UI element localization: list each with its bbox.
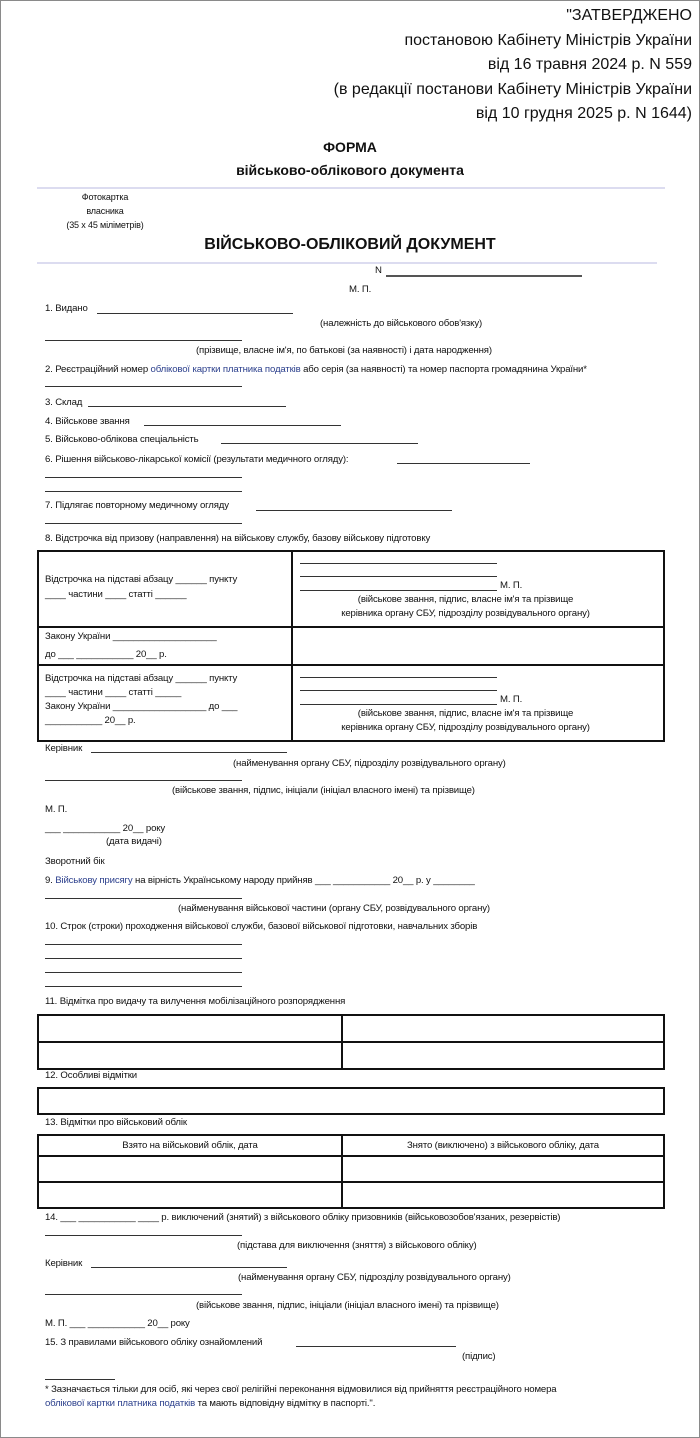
issue-date-hint: (дата видачі) (106, 836, 162, 847)
table-cell[interactable] (38, 1015, 342, 1042)
table-cell[interactable] (342, 1182, 664, 1208)
stamp-label: М. П. (500, 580, 523, 591)
head-field[interactable] (91, 1267, 287, 1268)
deferral-text: Закону України ____________________ (45, 631, 217, 642)
s9-hint: (найменування військової частини (органу СБУ, розвідувального органу) (178, 903, 490, 914)
column-header: Знято (виключено) з військового обліку, дата (342, 1135, 664, 1156)
s1-name-hint: (прізвище, власне ім'я, по батькові (за наявності) і дата народження) (196, 345, 492, 356)
s11-label: 11. Відмітка про видачу та вилучення мобілізаційного розпорядження (45, 996, 346, 1007)
s15-label: 15. З правилами військового обліку ознайомлений (45, 1337, 263, 1348)
s2-label (45, 364, 587, 376)
s10-label: 10. Строк (строки) проходження військової служби, базової військової підготовки, навчальних зборів (45, 921, 478, 932)
back-side-label: Зворотний бік (45, 856, 105, 867)
table-cell[interactable] (38, 1156, 342, 1182)
number-label: N (375, 265, 382, 276)
s3-label: 3. Склад (45, 397, 83, 408)
s2-field[interactable] (45, 386, 242, 387)
sign-hint: (військове звання, підпис, ініціали (ініціал власного імені) та прізвище) (172, 785, 475, 796)
signature-hint: (військове звання, підпис, власне ім'я та прізвище (357, 594, 574, 605)
form-title: ФОРМА (323, 139, 377, 155)
s6-field-line[interactable] (45, 491, 242, 492)
approval-line: від 10 грудня 2025 р. N 1644) (475, 105, 692, 122)
s5-label: 5. Військово-облікова спеціальність (45, 434, 199, 445)
s9-prefix: 9. (45, 875, 56, 886)
approval-block (334, 4, 692, 127)
s15-hint: (підпис) (462, 1351, 496, 1362)
signature-line (300, 690, 497, 691)
sign-field[interactable] (45, 1294, 242, 1295)
approval-line: (в редакції постанови Кабінету Міністрів України (333, 80, 692, 98)
s9-label (45, 875, 475, 887)
s12-label: 12. Особливі відмітки (45, 1070, 137, 1081)
s7-label: 7. Підлягає повторному медичному огляду (45, 500, 229, 511)
s6-field[interactable] (397, 463, 530, 464)
signature-line (300, 576, 497, 577)
deferral-text: ___________ 20__ р. (45, 715, 136, 726)
photo-size: (35 х 45 міліметрів) (66, 220, 144, 230)
mobilization-table (37, 1014, 665, 1070)
head-label: Керівник (45, 1258, 83, 1269)
s2-prefix: 2. Реєстраційний номер (45, 364, 151, 375)
s4-field[interactable] (144, 425, 341, 426)
s14-hint: (підстава для виключення (зняття) з військового обліку) (237, 1240, 477, 1251)
head-field[interactable] (91, 752, 287, 753)
s1-name-field[interactable] (45, 340, 242, 341)
s10-field-line[interactable] (45, 986, 242, 987)
s1-field[interactable] (97, 313, 293, 314)
head-hint: (найменування органу СБУ, підрозділу розвідувального органу) (238, 1272, 511, 1283)
deferral-cell[interactable] (38, 665, 292, 741)
registration-table (37, 1134, 665, 1209)
s1-label: 1. Видано (45, 303, 88, 314)
deferral-cell[interactable] (38, 627, 292, 665)
stamp-date-field[interactable]: М. П. ___ ___________ 20__ року (45, 1318, 190, 1329)
signature-cell[interactable] (292, 665, 664, 741)
s5-field[interactable] (221, 443, 418, 444)
s2-suffix: або серія (за наявності) та номер паспорта громадянина України* (300, 364, 587, 375)
approval-line: "ЗАТВЕРДЖЕНО (566, 7, 692, 24)
oath-link[interactable]: Військову присягу (55, 875, 133, 886)
special-marks-table (37, 1087, 665, 1115)
issue-date-field[interactable]: ___ ___________ 20__ року (45, 823, 166, 834)
form-subtitle: військово-облікового документа (236, 162, 464, 178)
signature-line (300, 677, 497, 678)
footnote-text-2 (45, 1398, 375, 1410)
head-hint: (найменування органу СБУ, підрозділу розвідувального органу) (233, 758, 506, 769)
sign-field[interactable] (45, 780, 242, 781)
deferral-text: Відстрочка на підставі абзацу ______ пункту (45, 673, 238, 684)
s6-field-line[interactable] (45, 477, 242, 478)
document-title: ВІЙСЬКОВО-ОБЛІКОВИЙ ДОКУМЕНТ (204, 236, 496, 253)
signature-line (300, 563, 497, 564)
s7-field[interactable] (256, 510, 452, 511)
table-cell[interactable] (38, 1088, 664, 1114)
s6-label: 6. Рішення військово-лікарської комісії (результати медичного огляду): (45, 454, 349, 465)
signature-hint: (військове звання, підпис, власне ім'я та прізвище (357, 708, 574, 719)
deferral-cell[interactable] (38, 551, 292, 627)
signature-hint: керівника органу СБУ, підрозділу розвідувального органу) (341, 722, 590, 733)
signature-cell[interactable] (292, 551, 664, 627)
table-cell[interactable] (342, 1015, 664, 1042)
signature-line (300, 590, 497, 591)
tax-card-link[interactable]: облікової картки платника податків (150, 364, 301, 375)
deferral-text: Закону України __________________ до ___ (45, 701, 238, 712)
footnote-suffix: та мають відповідну відмітку в паспорті.". (195, 1398, 376, 1409)
s14-basis-field[interactable] (45, 1235, 242, 1236)
footnote-divider (45, 1379, 115, 1380)
head-label: Керівник (45, 743, 83, 754)
deferral-text: ____ частини ____ статті _____ (45, 687, 182, 698)
separator (37, 187, 665, 189)
s1-hint: (належність до військового обов'язку) (320, 318, 483, 329)
stamp-label: М. П. (500, 694, 523, 705)
s4-label: 4. Військове звання (45, 416, 130, 427)
photo-placeholder (40, 190, 170, 232)
column-header: Взято на військовий облік, дата (38, 1135, 342, 1156)
s9-unit-field[interactable] (45, 898, 242, 899)
table-cell[interactable] (342, 1156, 664, 1182)
empty-cell[interactable] (292, 627, 664, 665)
separator (37, 262, 657, 264)
deferral-text: Відстрочка на підставі абзацу ______ пункту (45, 574, 238, 585)
s10-field-line[interactable] (45, 958, 242, 959)
approval-line: постановою Кабінету Міністрів України (404, 31, 692, 49)
stamp-label: М. П. (45, 804, 68, 815)
table-cell[interactable] (38, 1042, 342, 1069)
photo-label: Фотокартка (81, 192, 129, 202)
tax-card-link[interactable]: облікової картки платника податків (45, 1398, 196, 1409)
number-field[interactable] (386, 275, 582, 277)
s15-signature-field[interactable] (296, 1346, 456, 1347)
stamp-label: М. П. (349, 284, 372, 295)
s10-field-line[interactable] (45, 972, 242, 973)
s13-label: 13. Відмітки про військовий облік (45, 1117, 187, 1128)
signature-hint: керівника органу СБУ, підрозділу розвідувального органу) (341, 608, 590, 619)
sign-hint: (військове звання, підпис, ініціали (ініціал власного імені) та прізвище) (196, 1300, 499, 1311)
deferral-table (37, 550, 665, 742)
s3-field[interactable] (88, 406, 286, 407)
deferral-text: до ___ ___________ 20__ р. (45, 649, 167, 660)
footnote-text: * Зазначається тільки для осіб, які через свої релігійні переконання відмовилися від прийняття реєстраційного номера (45, 1384, 557, 1395)
deferral-text: ____ частини ____ статті ______ (45, 589, 187, 600)
s9-suffix: на вірність Українському народу прийняв ___ ___________ 20__ р. у ________ (132, 875, 475, 886)
table-cell[interactable] (38, 1182, 342, 1208)
signature-line (300, 704, 497, 705)
photo-label: власника (86, 206, 124, 216)
s14-label: 14. ___ ___________ ____ р. виключений (знятий) з військового обліку призовників (військовозобов'язаних, резервістів) (45, 1212, 561, 1223)
s10-field-line[interactable] (45, 944, 242, 945)
table-cell[interactable] (342, 1042, 664, 1069)
s7-field-line[interactable] (45, 523, 242, 524)
s8-label: 8. Відстрочка від призову (направлення) на військову службу, базову військову підготовку (45, 533, 431, 544)
approval-line: від 16 травня 2024 р. N 559 (487, 56, 692, 73)
